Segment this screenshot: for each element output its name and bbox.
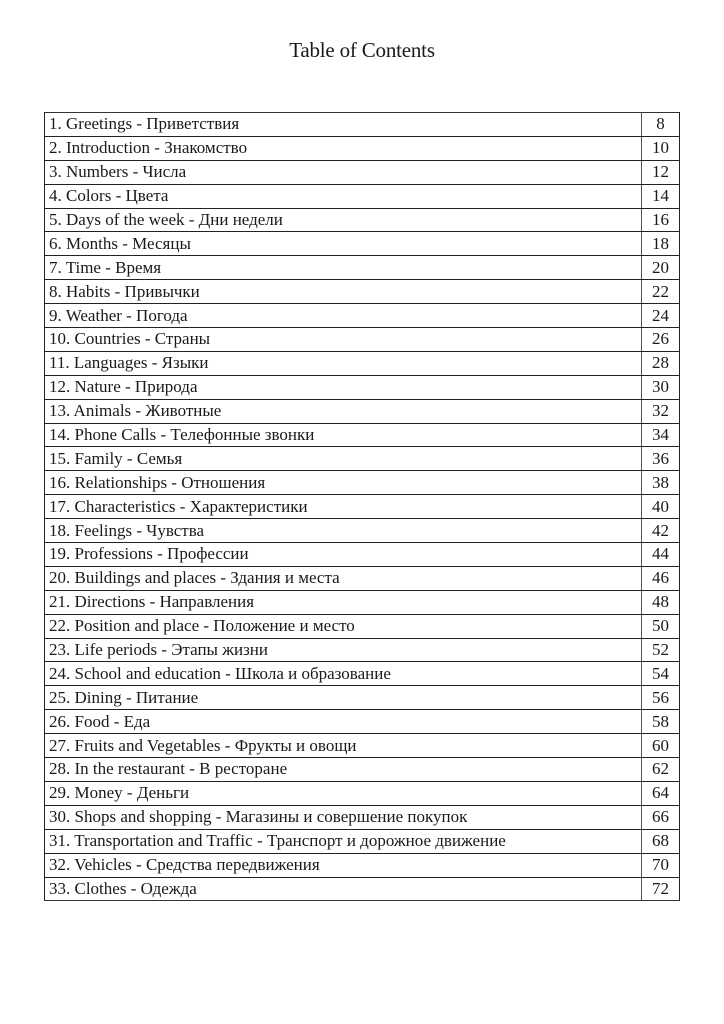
toc-entry-page-number[interactable]: 32 (642, 399, 680, 423)
toc-entry-page-number[interactable]: 48 (642, 590, 680, 614)
toc-row[interactable] (45, 304, 680, 328)
toc-entry-title[interactable]: 25. Dining - Питание (45, 686, 642, 710)
toc-entry-page-number[interactable]: 18 (642, 232, 680, 256)
toc-row[interactable] (45, 136, 680, 160)
toc-entry-page-number[interactable]: 42 (642, 519, 680, 543)
toc-row[interactable] (45, 423, 680, 447)
toc-entry-title[interactable]: 3. Numbers - Числа (45, 160, 642, 184)
toc-entry-title[interactable]: 32. Vehicles - Средства передвижения (45, 853, 642, 877)
toc-row[interactable] (45, 208, 680, 232)
toc-entry-page-number[interactable]: 30 (642, 375, 680, 399)
toc-row[interactable] (45, 614, 680, 638)
toc-row[interactable] (45, 495, 680, 519)
toc-entry-title[interactable]: 10. Countries - Страны (45, 328, 642, 352)
toc-row[interactable] (45, 351, 680, 375)
toc-entry-page-number[interactable]: 50 (642, 614, 680, 638)
toc-entry-page-number[interactable]: 62 (642, 758, 680, 782)
toc-entry-page-number[interactable]: 28 (642, 351, 680, 375)
toc-entry-page-number[interactable]: 58 (642, 710, 680, 734)
toc-entry-title[interactable]: 9. Weather - Погода (45, 304, 642, 328)
toc-entry-title[interactable]: 14. Phone Calls - Телефонные звонки (45, 423, 642, 447)
toc-row[interactable] (45, 710, 680, 734)
toc-entry-page-number[interactable]: 64 (642, 781, 680, 805)
toc-entry-title[interactable]: 1. Greetings - Приветствия (45, 113, 642, 137)
toc-entry-title[interactable]: 17. Characteristics - Характеристики (45, 495, 642, 519)
toc-entry-page-number[interactable]: 20 (642, 256, 680, 280)
toc-entry-title[interactable]: 16. Relationships - Отношения (45, 471, 642, 495)
toc-entry-page-number[interactable]: 40 (642, 495, 680, 519)
toc-row[interactable] (45, 160, 680, 184)
toc-entry-page-number[interactable]: 70 (642, 853, 680, 877)
toc-entry-page-number[interactable]: 38 (642, 471, 680, 495)
toc-entry-title[interactable]: 2. Introduction - Знакомство (45, 136, 642, 160)
toc-entry-title[interactable]: 11. Languages - Языки (45, 351, 642, 375)
toc-row[interactable] (45, 734, 680, 758)
toc-row[interactable] (45, 877, 680, 901)
toc-row[interactable] (45, 829, 680, 853)
toc-row[interactable] (45, 662, 680, 686)
toc-entry-title[interactable]: 33. Clothes - Одежда (45, 877, 642, 901)
toc-entry-title[interactable]: 27. Fruits and Vegetables - Фрукты и овощи (45, 734, 642, 758)
toc-entry-title[interactable]: 22. Position and place - Положение и место (45, 614, 642, 638)
toc-row[interactable] (45, 184, 680, 208)
toc-row[interactable] (45, 256, 680, 280)
toc-row[interactable] (45, 781, 680, 805)
toc-row[interactable] (45, 328, 680, 352)
toc-entry-title[interactable]: 8. Habits - Привычки (45, 280, 642, 304)
toc-entry-title[interactable]: 15. Family - Семья (45, 447, 642, 471)
toc-entry-title[interactable]: 24. School and education - Школа и образование (45, 662, 642, 686)
toc-row[interactable] (45, 686, 680, 710)
toc-entry-title[interactable]: 28. In the restaurant - В ресторане (45, 758, 642, 782)
toc-entry-title[interactable]: 13. Animals - Животные (45, 399, 642, 423)
toc-entry-page-number[interactable]: 68 (642, 829, 680, 853)
toc-entry-title[interactable]: 20. Buildings and places - Здания и места (45, 566, 642, 590)
toc-entry-page-number[interactable]: 14 (642, 184, 680, 208)
toc-entry-page-number[interactable]: 10 (642, 136, 680, 160)
toc-entry-page-number[interactable]: 66 (642, 805, 680, 829)
toc-body (45, 113, 680, 901)
toc-row[interactable] (45, 280, 680, 304)
toc-row[interactable] (45, 113, 680, 137)
toc-entry-title[interactable]: 18. Feelings - Чувства (45, 519, 642, 543)
toc-entry-title[interactable]: 12. Nature - Природа (45, 375, 642, 399)
toc-entry-page-number[interactable]: 12 (642, 160, 680, 184)
toc-entry-page-number[interactable]: 24 (642, 304, 680, 328)
toc-entry-page-number[interactable]: 44 (642, 543, 680, 567)
toc-row[interactable] (45, 543, 680, 567)
toc-entry-title[interactable]: 30. Shops and shopping - Магазины и совершение покупок (45, 805, 642, 829)
toc-entry-title[interactable]: 29. Money - Деньги (45, 781, 642, 805)
toc-entry-page-number[interactable]: 72 (642, 877, 680, 901)
toc-row[interactable] (45, 447, 680, 471)
toc-entry-title[interactable]: 4. Colors - Цвета (45, 184, 642, 208)
toc-row[interactable] (45, 375, 680, 399)
toc-entry-title[interactable]: 6. Months - Месяцы (45, 232, 642, 256)
toc-row[interactable] (45, 399, 680, 423)
toc-entry-title[interactable]: 7. Time - Время (45, 256, 642, 280)
toc-entry-page-number[interactable]: 36 (642, 447, 680, 471)
toc-row[interactable] (45, 853, 680, 877)
toc-entry-page-number[interactable]: 16 (642, 208, 680, 232)
toc-entry-page-number[interactable]: 26 (642, 328, 680, 352)
toc-row[interactable] (45, 566, 680, 590)
toc-entry-page-number[interactable]: 8 (642, 113, 680, 137)
toc-row[interactable] (45, 232, 680, 256)
toc-entry-page-number[interactable]: 22 (642, 280, 680, 304)
toc-entry-page-number[interactable]: 56 (642, 686, 680, 710)
toc-entry-title[interactable]: 31. Transportation and Traffic - Транспорт и дорожное движение (45, 829, 642, 853)
toc-row[interactable] (45, 590, 680, 614)
table-of-contents (44, 112, 680, 901)
toc-entry-page-number[interactable]: 52 (642, 638, 680, 662)
toc-row[interactable] (45, 519, 680, 543)
toc-entry-page-number[interactable]: 54 (642, 662, 680, 686)
toc-entry-page-number[interactable]: 60 (642, 734, 680, 758)
toc-entry-title[interactable]: 19. Professions - Профессии (45, 543, 642, 567)
toc-row[interactable] (45, 805, 680, 829)
toc-entry-page-number[interactable]: 46 (642, 566, 680, 590)
toc-entry-title[interactable]: 5. Days of the week - Дни недели (45, 208, 642, 232)
toc-row[interactable] (45, 758, 680, 782)
toc-row[interactable] (45, 638, 680, 662)
toc-entry-title[interactable]: 26. Food - Еда (45, 710, 642, 734)
toc-entry-title[interactable]: 21. Directions - Направления (45, 590, 642, 614)
toc-entry-title[interactable]: 23. Life periods - Этапы жизни (45, 638, 642, 662)
page-title: Table of Contents (289, 38, 435, 62)
toc-row[interactable] (45, 471, 680, 495)
toc-entry-page-number[interactable]: 34 (642, 423, 680, 447)
